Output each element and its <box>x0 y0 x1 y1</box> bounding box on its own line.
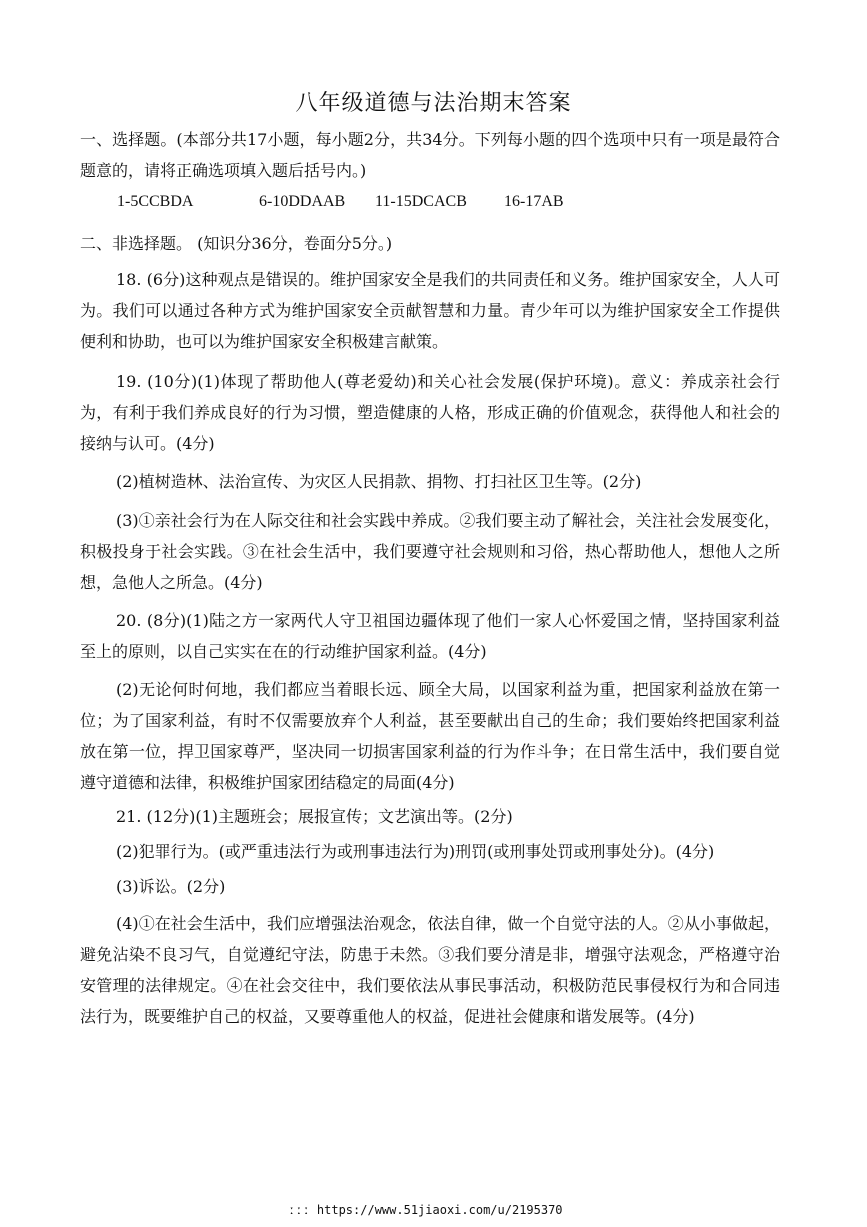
question-18 <box>80 264 780 357</box>
answer-group-6-10: 6-10DDAAB <box>259 193 346 210</box>
footer-url[interactable]: ːːː https://www.51jiaoxi.com/u/2195370 <box>288 1203 563 1217</box>
answer-group-11-15: 11-15DCACB <box>375 193 467 210</box>
section1-heading-block <box>80 124 780 186</box>
section1-heading: 一、选择题。(本部分共17小题，每小题2分，共34分。下列每小题的四个选项中只有一项是最符合题意的，请将正确选项填入题后括号内。) <box>80 130 780 180</box>
q19-part1: 19. (10分)(1)体现了帮助他人(尊老爱幼)和关心社会发展(保护环境)。意义：养成亲社会行为，有利于我们养成良好的行为习惯，塑造健康的人格，形成正确的价值观念，获得他人和社会的接纳与认可。(4分) <box>80 372 780 453</box>
q18-answer: 18. (6分)这种观点是错误的。维护国家安全是我们的共同责任和义务。维护国家安全，人人可为。我们可以通过各种方式为维护国家安全贡献智慧和力量。青少年可以为维护国家安全工作提供便利和协助，也可以为维护国家安全积极建言献策。 <box>80 270 780 351</box>
section2-heading: 二、非选择题。 (知识分36分，卷面分5分。) <box>80 234 393 253</box>
answer-group-16-17: 16-17AB <box>504 193 564 210</box>
q21-part3: (3)诉讼。(2分) <box>116 877 226 896</box>
q19-part2: (2)植树造林、法治宣传、为灾区人民捐款、捐物、打扫社区卫生等。(2分) <box>116 472 642 491</box>
question-21 <box>80 801 780 1032</box>
q20-part2: (2)无论何时何地，我们都应当着眼长远、顾全大局，以国家利益为重，把国家利益放在第一位；为了国家利益，有时不仅需要放弃个人利益，甚至要献出自己的生命；我们要始终把国家利益放在第一位，捍卫国家尊严，坚决同一切损害国家利益的行为作斗争；在日常生活中，我们要自觉遵守道德和法律，积极维护国家团结稳定的局面(4分) <box>80 680 780 792</box>
q21-part4: (4)①在社会生活中，我们应增强法治观念，依法自律，做一个自觉守法的人。②从小事做起，避免沾染不良习气，自觉遵纪守法，防患于未然。③我们要分清是非，增强守法观念，严格遵守治安管理的法律规定。④在社会交往中，我们要依法从事民事活动，积极防范民事侵权行为和合同违法行为，既要维护自己的权益，又要尊重他人的权益，促进社会健康和谐发展等。(4分) <box>80 914 780 1026</box>
multiple-choice-answers <box>117 193 797 223</box>
answer-group-1-5: 1-5CCBDA <box>117 193 194 210</box>
q21-part1: 21. (12分)(1)主题班会；展报宣传；文艺演出等。(2分) <box>116 807 513 826</box>
q20-part1: 20. (8分)(1)陆之方一家两代人守卫祖国边疆体现了他们一家人心怀爱国之情，坚持国家利益至上的原则，以自己实实在在的行动维护国家利益。(4分) <box>80 611 780 661</box>
question-19 <box>80 366 780 598</box>
page-title: 八年级道德与法治期末答案 <box>295 91 572 116</box>
q21-part2: (2)犯罪行为。(或严重违法行为或刑事违法行为)刑罚(或刑事处罚或刑事处分)。(4分) <box>116 842 715 861</box>
question-20 <box>80 605 780 798</box>
q19-part3: (3)①亲社会行为在人际交往和社会实践中养成。②我们要主动了解社会，关注社会发展变化，积极投身于社会实践。③在社会生活中，我们要遵守社会规则和习俗，热心帮助他人，想他人之所想，急他人之所急。(4分) <box>80 511 780 592</box>
section2-heading-block <box>80 228 780 259</box>
